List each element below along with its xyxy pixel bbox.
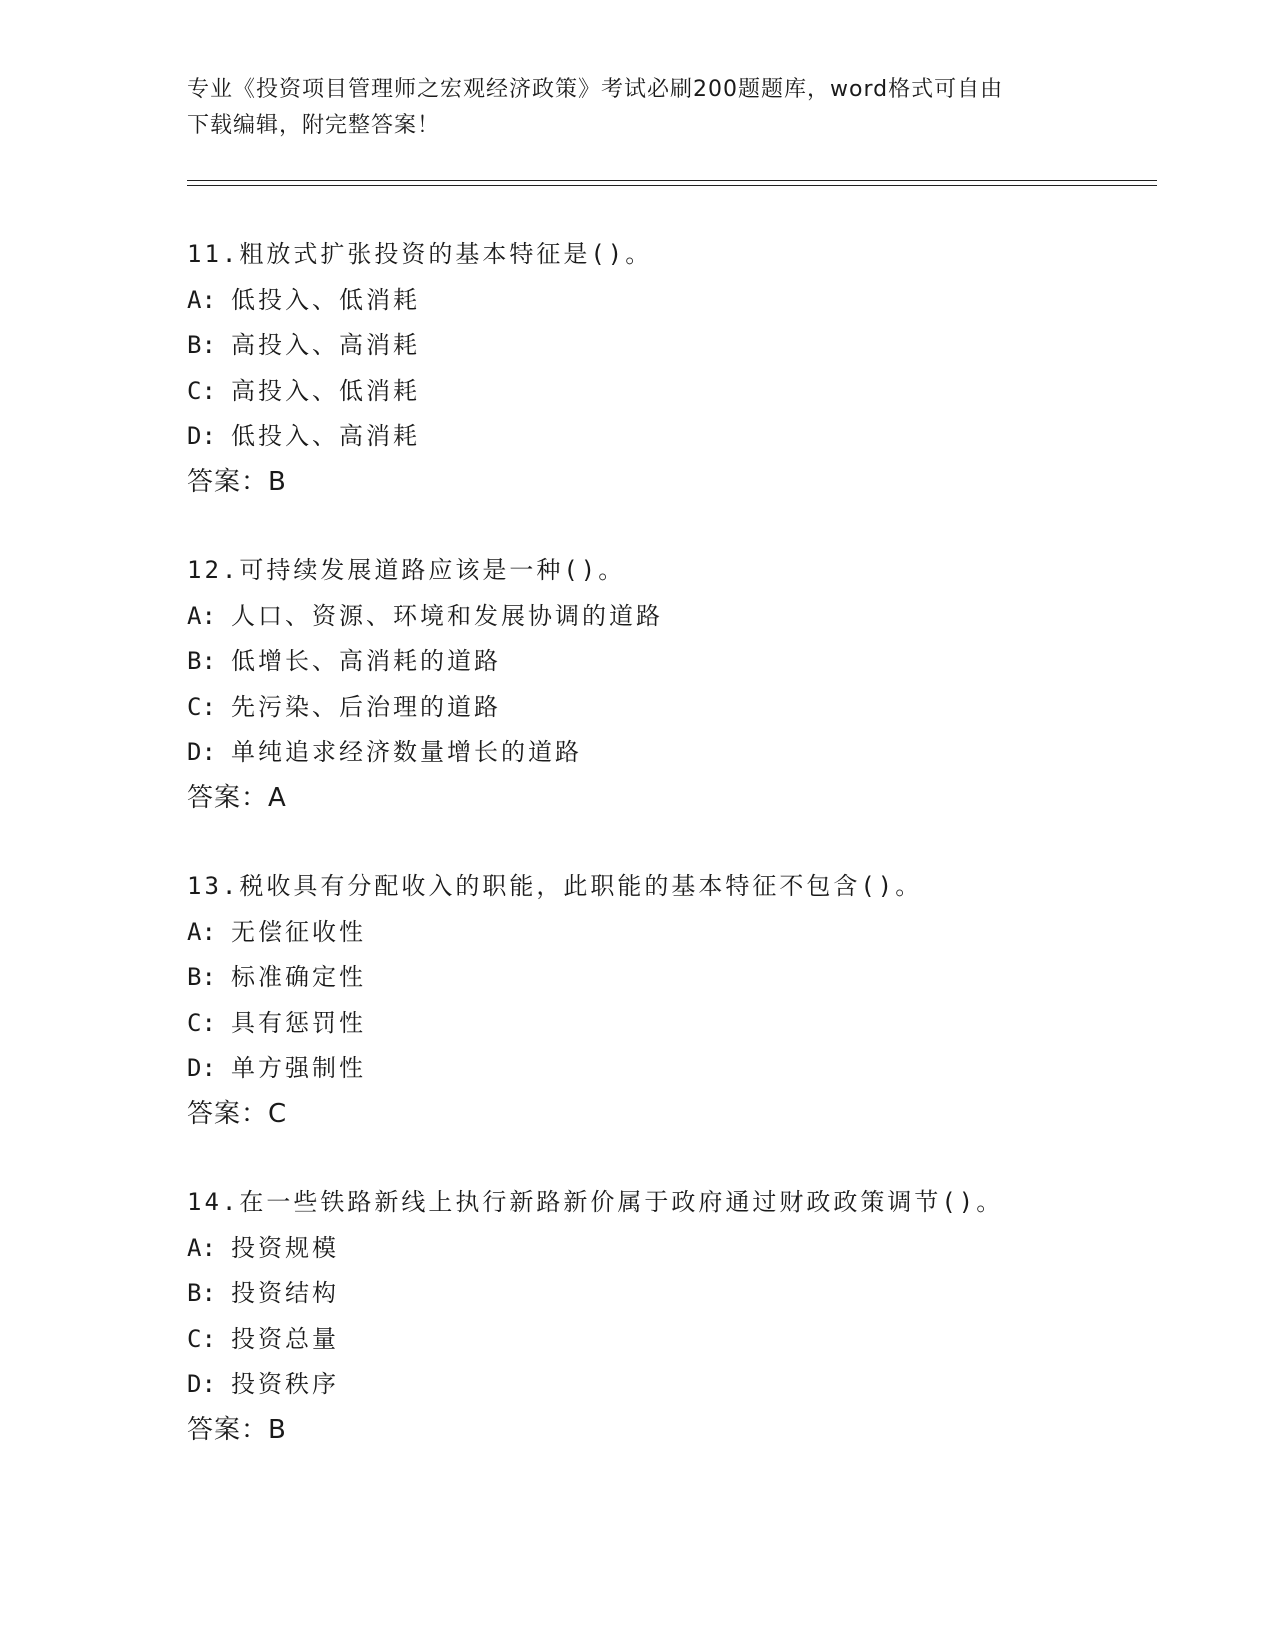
option-c: [187, 685, 1187, 731]
option-key: C:: [187, 692, 216, 721]
option-key: D:: [187, 1054, 216, 1082]
option-text: 人口、资源、环境和发展协调的道路: [231, 601, 663, 630]
option-key: C:: [187, 1324, 216, 1353]
answer: 答案：B: [187, 1414, 287, 1445]
answer: 答案：A: [187, 782, 287, 813]
question-12: [187, 548, 1187, 821]
question-title: 11.粗放式扩张投资的基本特征是()。: [187, 240, 653, 268]
option-a: [187, 594, 1187, 640]
option-key: C:: [187, 1008, 216, 1037]
option-a: [187, 910, 1187, 956]
option-text: 投资总量: [231, 1324, 339, 1353]
question-list: [187, 232, 1187, 1496]
option-text: 投资秩序: [231, 1370, 339, 1398]
option-key: A:: [187, 601, 216, 630]
option-text: 无偿征收性: [231, 917, 366, 946]
option-text: 先污染、后治理的道路: [231, 692, 501, 721]
option-text: 投资结构: [231, 1279, 339, 1307]
option-key: B:: [187, 1279, 216, 1307]
option-text: 低投入、低消耗: [231, 285, 420, 314]
option-c: [187, 1317, 1187, 1363]
option-text: 高投入、低消耗: [231, 376, 420, 405]
question-title: 12.可持续发展道路应该是一种()。: [187, 556, 626, 584]
option-key: A:: [187, 1233, 216, 1262]
option-d: [187, 414, 1187, 460]
question-title: 13.税收具有分配收入的职能，此职能的基本特征不包含()。: [187, 872, 923, 900]
option-text: 单纯追求经济数量增长的道路: [231, 738, 582, 766]
answer: 答案：B: [187, 466, 287, 497]
option-c: [187, 369, 1187, 415]
option-text: 低增长、高消耗的道路: [231, 647, 501, 675]
option-d: [187, 730, 1187, 776]
option-key: D:: [187, 738, 216, 766]
option-a: [187, 1226, 1187, 1272]
question-13: [187, 864, 1187, 1137]
option-key: A:: [187, 917, 216, 946]
option-a: [187, 278, 1187, 324]
option-b: [187, 955, 1187, 1001]
question-title: 14.在一些铁路新线上执行新路新价属于政府通过财政政策调节()。: [187, 1188, 1004, 1216]
header-line-1: 专业《投资项目管理师之宏观经济政策》考试必刷200题题库，word格式可自由: [187, 77, 1004, 102]
option-b: [187, 639, 1187, 685]
option-key: D:: [187, 422, 216, 450]
header-line-2: 下载编辑，附完整答案！: [187, 113, 441, 138]
option-text: 高投入、高消耗: [231, 331, 420, 359]
option-text: 单方强制性: [231, 1054, 366, 1082]
option-text: 低投入、高消耗: [231, 422, 420, 450]
question-11: [187, 232, 1187, 505]
option-d: [187, 1362, 1187, 1408]
question-14: [187, 1180, 1187, 1453]
option-c: [187, 1001, 1187, 1047]
option-b: [187, 1271, 1187, 1317]
option-key: D:: [187, 1370, 216, 1398]
option-key: B:: [187, 331, 216, 359]
header-divider-bottom: [187, 185, 1157, 186]
option-key: B:: [187, 963, 216, 991]
option-key: A:: [187, 285, 216, 314]
header-divider-top: [187, 180, 1157, 181]
option-text: 投资规模: [231, 1233, 339, 1262]
option-text: 具有惩罚性: [231, 1008, 366, 1037]
option-b: [187, 323, 1187, 369]
option-text: 标准确定性: [231, 963, 366, 991]
answer: 答案：C: [187, 1098, 288, 1129]
document-header: [187, 72, 1087, 144]
option-key: C:: [187, 376, 216, 405]
option-key: B:: [187, 647, 216, 675]
option-d: [187, 1046, 1187, 1092]
